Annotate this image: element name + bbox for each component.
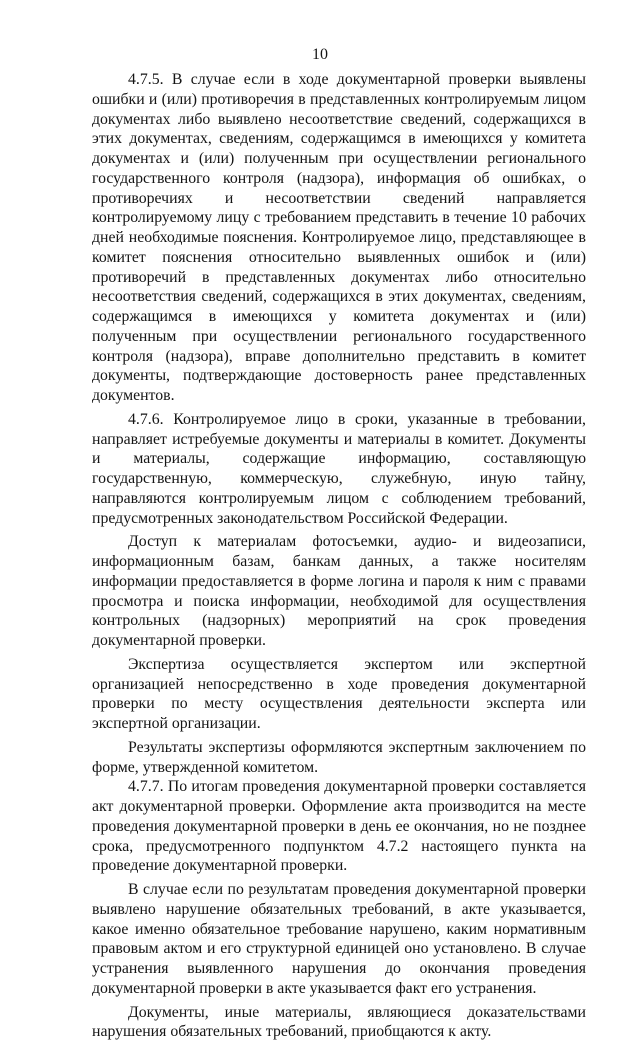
paragraph-violation-found: В случае если по результатам проведения документарной проверки выявлено нарушение обязательных требований, в акте указывается, какое именно обязательное требование нарушено, каким нормативным правовым актом и его структурной единицей оно установлено. В случае устранения выявленного нарушения до окончания проведения документарной проверки в акте указывается факт его устранения. <box>92 880 586 999</box>
paragraph-expertise: Экспертиза осуществляется экспертом или экспертной организацией непосредственно в ходе проведения документарной проверки по месту осуществления деятельности эксперта или экспертной организации. <box>92 655 586 734</box>
paragraph-4-7-7: 4.7.7. По итогам проведения документарной проверки составляется акт документарной проверки. Оформление акта производится на месте проведения документарной проверки в день ее окончания, но не позднее срока, предусмотренного подпунктом 4.7.2 настоящего пункта на проведение документарной проверки. <box>92 777 586 876</box>
paragraph-4-7-5: 4.7.5. В случае если в ходе документарной проверки выявлены ошибки и (или) противоречия в представленных контролируемым лицом документах либо выявлено несоответствие сведений, содержащихся в этих документах, сведениям, содержащимся в имеющихся у комитета документах и (или) полученным при осуществлении регионального государственного контроля (надзора), информация об ошибках, о противоречиях и несоответствии сведений направляется контролируемому лицу с требованием представить в течение 10 рабочих дней необходимые пояснения. Контролируемое лицо, представляющее в комитет пояснения относительно выявленных ошибок и (или) противоречий в представленных документах либо относительно несоответствия сведений, содержащихся в этих документах, сведениям, содержащимся в имеющихся у комитета документах и (или) полученным при осуществлении регионального государственного контроля (надзора), вправе дополнительно представить в комитет документы, подтверждающие достоверность ранее представленных документов. <box>92 70 586 406</box>
paragraph-expertise-results: Результаты экспертизы оформляются экспертным заключением по форме, утвержденной комитетом. <box>92 738 586 778</box>
paragraph-evidence-documents: Документы, иные материалы, являющиеся доказательствами нарушения обязательных требований, приобщаются к акту. <box>92 1003 586 1042</box>
page-number: 10 <box>0 45 640 65</box>
paragraph-access-materials: Доступ к материалам фотосъемки, аудио- и видеозаписи, информационным базам, банкам данных, а также носителям информации предоставляется в форме логина и пароля к ним с правами просмотра и поиска информации, необходимой для осуществления контрольных (надзорных) мероприятий на срок проведения документарной проверки. <box>92 532 586 651</box>
document-body <box>92 70 586 1042</box>
paragraph-4-7-6: 4.7.6. Контролируемое лицо в сроки, указанные в требовании, направляет истребуемые документы и материалы в комитет. Документы и материалы, содержащие информацию, составляющую государственную, коммерческую, служебную, иную тайну, направляются контролируемым лицом с соблюдением требований, предусмотренных законодательством Российской Федерации. <box>92 410 586 529</box>
